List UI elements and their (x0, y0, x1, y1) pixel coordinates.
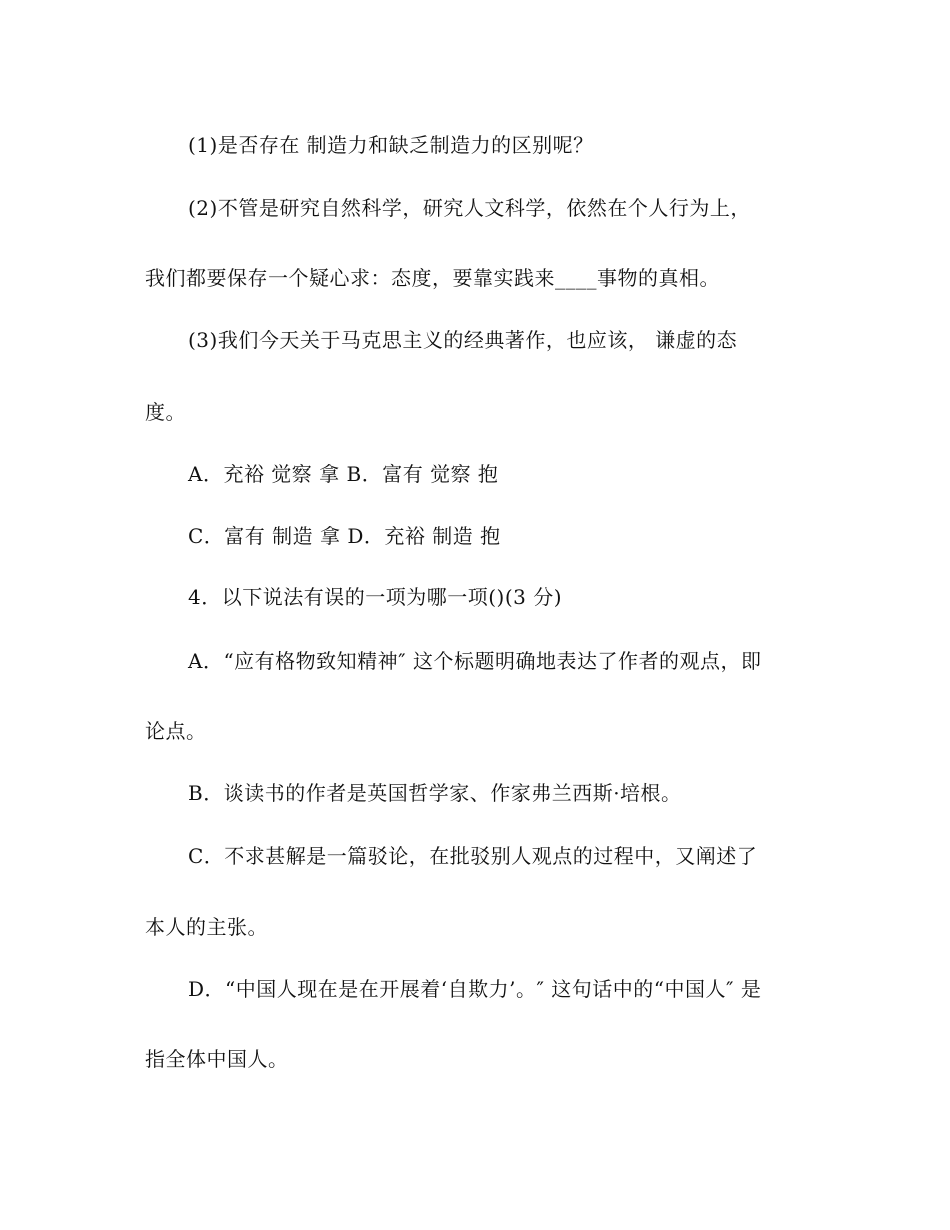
question-part-1: (1)是否存在 制造力和缺乏制造力的区别呢？ (188, 133, 594, 157)
q4-option-c-line-1: C．不求甚解是一篇驳论，在批驳别人观点的过程中，又阐述了 (188, 844, 758, 868)
question-part-2-line-1: (2)不管是研究自然科学，研究人文科学，依然在个人行为上， (188, 196, 751, 220)
q4-option-a-line-2: 论点。 (145, 719, 207, 743)
question-part-3-line-1: (3)我们今天关于马克思主义的经典著作，也应该， 谦虚的态 (188, 328, 738, 352)
question-part-2-line-2: 我们都要保存一个疑心求：态度，要靠实践来____事物的真相。 (145, 266, 720, 290)
q4-option-c-line-2: 本人的主张。 (145, 915, 268, 939)
q4-option-d-line-2: 指全体中国人。 (145, 1047, 289, 1071)
q4-option-d-line-1: D．“中国人现在是在开展着‘自欺力’。″ 这句话中的“中国人″ 是 (188, 977, 762, 1001)
q4-option-a-line-1: A．“应有格物致知精神″ 这个标题明确地表达了作者的观点，即 (188, 649, 762, 673)
q4-option-b: B．谈读书的作者是英国哲学家、作家弗兰西斯·培根。 (188, 781, 682, 805)
question-4-title: 4．以下说法有误的一项为哪一项()(3 分) (188, 585, 563, 609)
question-part-3-line-2: 度。 (145, 400, 186, 424)
options-a-b: A．充裕 觉察 拿 B．富有 觉察 抱 (188, 462, 499, 486)
options-c-d: C．富有 制造 拿 D．充裕 制造 抱 (188, 524, 501, 548)
